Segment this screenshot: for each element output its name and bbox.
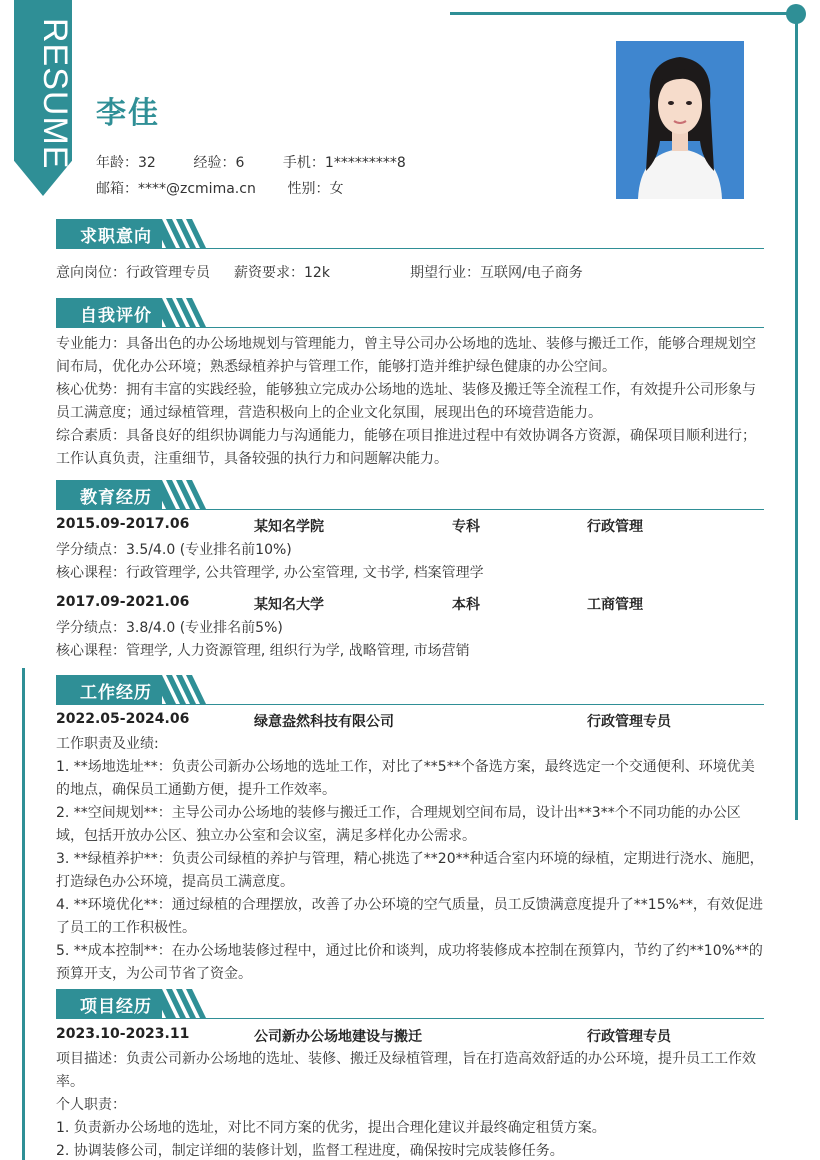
project-name: 公司新办公场地建设与搬迁 (254, 1029, 422, 1045)
intent-salary: 薪资要求：12k (234, 265, 330, 281)
project-details (56, 1048, 766, 1160)
edu-gpa: 学分绩点：3.5/4.0 (专业排名前10%) (56, 542, 292, 558)
phone-value: 1*********8 (324, 155, 406, 171)
work-item: 3. **绿植养护**：负责公司绿植的养护与管理，精心挑选了**20**种适合室内环境的绿植，定期进行浇水、施肥，打造绿色办公环境，提高员工满意度。 (56, 851, 764, 890)
email-label: 邮箱： (96, 181, 138, 197)
edu-gpa: 学分绩点：3.8/4.0 (专业排名前5%) (56, 620, 283, 636)
section-header-intent (56, 219, 764, 249)
work-intro: 工作职责及业绩: (56, 736, 159, 752)
stripes-decor-icon (152, 298, 212, 327)
profile-photo (616, 41, 744, 199)
self-eval-item: 综合素质：具备良好的组织协调能力与沟通能力，能够在项目推进过程中有效协调各方资源，确保项目顺利进行；工作认真负责，注重细节，具备较强的执行力和问题解决能力。 (56, 428, 756, 467)
work-item: 1. **场地选址**：负责公司新办公场地的选址工作，对比了**5**个备选方案，最终选定一个交通便利、环境优美的地点，确保员工通勤方便，提升工作效率。 (56, 759, 755, 798)
section-header-self-eval (56, 298, 764, 328)
work-period: 2022.05-2024.06 (56, 711, 190, 727)
basic-info-row-1 (96, 152, 406, 172)
resume-ribbon-text: RESUME (36, 18, 74, 170)
work-item: 4. **环境优化**：通过绿植的合理摆放，改善了办公环境的空气质量，员工反馈满意度提升了**15%**，有效促进了员工的工作积极性。 (56, 897, 763, 936)
project-duty: 1. 负责新办公场地的选址，对比不同方案的优劣，提出合理化建议并最终确定租赁方案。 (56, 1120, 606, 1136)
experience-value: 6 (235, 155, 245, 171)
project-duty-label: 个人职责： (56, 1097, 126, 1113)
stripes-decor-icon (152, 675, 212, 704)
work-item: 2. **空间规划**：主导公司办公场地的装修与搬迁工作，合理规划空间布局，设计出**3**个不同功能的办公区域，包括开放办公区、独立办公室和会议室，满足多样化办公需求。 (56, 805, 741, 844)
left-decor-line (22, 668, 25, 1160)
gender-value: 女 (329, 181, 344, 197)
education-entry-details (56, 539, 766, 585)
age-value: 32 (138, 155, 156, 171)
work-company: 绿意盎然科技有限公司 (254, 714, 394, 730)
experience-label: 经验： (193, 155, 236, 171)
project-desc: 项目描述：负责公司新办公场地的选址、装修、搬迁及绿植管理，旨在打造高效舒适的办公环境，提升员工工作效率。 (56, 1051, 756, 1090)
candidate-name: 李佳 (96, 96, 160, 131)
edu-major: 行政管理 (587, 519, 643, 535)
section-header-work (56, 675, 764, 705)
edu-school: 某知名大学 (254, 597, 324, 613)
section-title-intent: 求职意向 (80, 227, 152, 247)
section-title-project: 项目经历 (80, 997, 152, 1017)
section-header-project (56, 989, 764, 1019)
self-eval-item: 核心优势：拥有丰富的实践经验，能够独立完成办公场地的选址、装修及搬迁等全流程工作，有效提升公司形象与员工满意度；通过绿植管理，营造积极向上的企业文化氛围，展现出色的环境营造能力。 (56, 382, 756, 421)
intent-position: 意向岗位：行政管理专员 (56, 265, 210, 281)
intent-industry: 期望行业：互联网/电子商务 (410, 265, 583, 281)
edu-degree: 本科 (452, 597, 480, 613)
gender-label: 性别： (287, 181, 330, 197)
edu-major: 工商管理 (587, 597, 643, 613)
project-role: 行政管理专员 (587, 1029, 671, 1045)
basic-info-row-2 (96, 178, 343, 198)
stripes-decor-icon (152, 989, 212, 1018)
top-decor-line (450, 12, 796, 15)
phone-label: 手机： (282, 155, 325, 171)
section-title-education: 教育经历 (80, 488, 152, 508)
work-entry-header (56, 711, 766, 733)
age-label: 年龄： (96, 155, 138, 171)
section-header-education (56, 480, 764, 510)
edu-courses: 核心课程：管理学, 人力资源管理, 组织行为学, 战略管理, 市场营销 (56, 643, 470, 659)
section-title-self-eval: 自我评价 (80, 306, 152, 326)
right-decor-line (795, 14, 798, 820)
work-title: 行政管理专员 (587, 714, 671, 730)
self-eval-item: 专业能力：具备出色的办公场地规划与管理能力，曾主导公司办公场地的选址、装修与搬迁工作，能够合理规划空间布局，优化办公环境；熟悉绿植养护与管理工作，能够打造并维护绿色健康的办公空间。 (56, 336, 756, 375)
stripes-decor-icon (152, 480, 212, 509)
edu-period: 2015.09-2017.06 (56, 516, 190, 532)
edu-courses: 核心课程：行政管理学, 公共管理学, 办公室管理, 文书学, 档案管理学 (56, 565, 484, 581)
edu-degree: 专科 (452, 519, 480, 535)
stripes-decor-icon (152, 219, 212, 248)
project-duty: 2. 协调装修公司，制定详细的装修计划，监督工程进度，确保按时完成装修任务。 (56, 1143, 564, 1159)
education-entry-header (56, 594, 766, 616)
work-item: 5. **成本控制**：在办公场地装修过程中，通过比价和谈判，成功将装修成本控制在预算内，节约了约**10%**的预算开支，为公司节省了资金。 (56, 943, 763, 982)
edu-period: 2017.09-2021.06 (56, 594, 190, 610)
intent-row (56, 262, 766, 284)
section-title-work: 工作经历 (80, 683, 152, 703)
project-entry-header (56, 1026, 766, 1048)
self-eval-block (56, 333, 766, 471)
project-period: 2023.10-2023.11 (56, 1026, 190, 1042)
work-details (56, 733, 766, 986)
email-value: ****@zcmima.cn (138, 181, 256, 197)
education-entry-details (56, 617, 766, 663)
education-entry-header (56, 516, 766, 538)
edu-school: 某知名学院 (254, 519, 324, 535)
